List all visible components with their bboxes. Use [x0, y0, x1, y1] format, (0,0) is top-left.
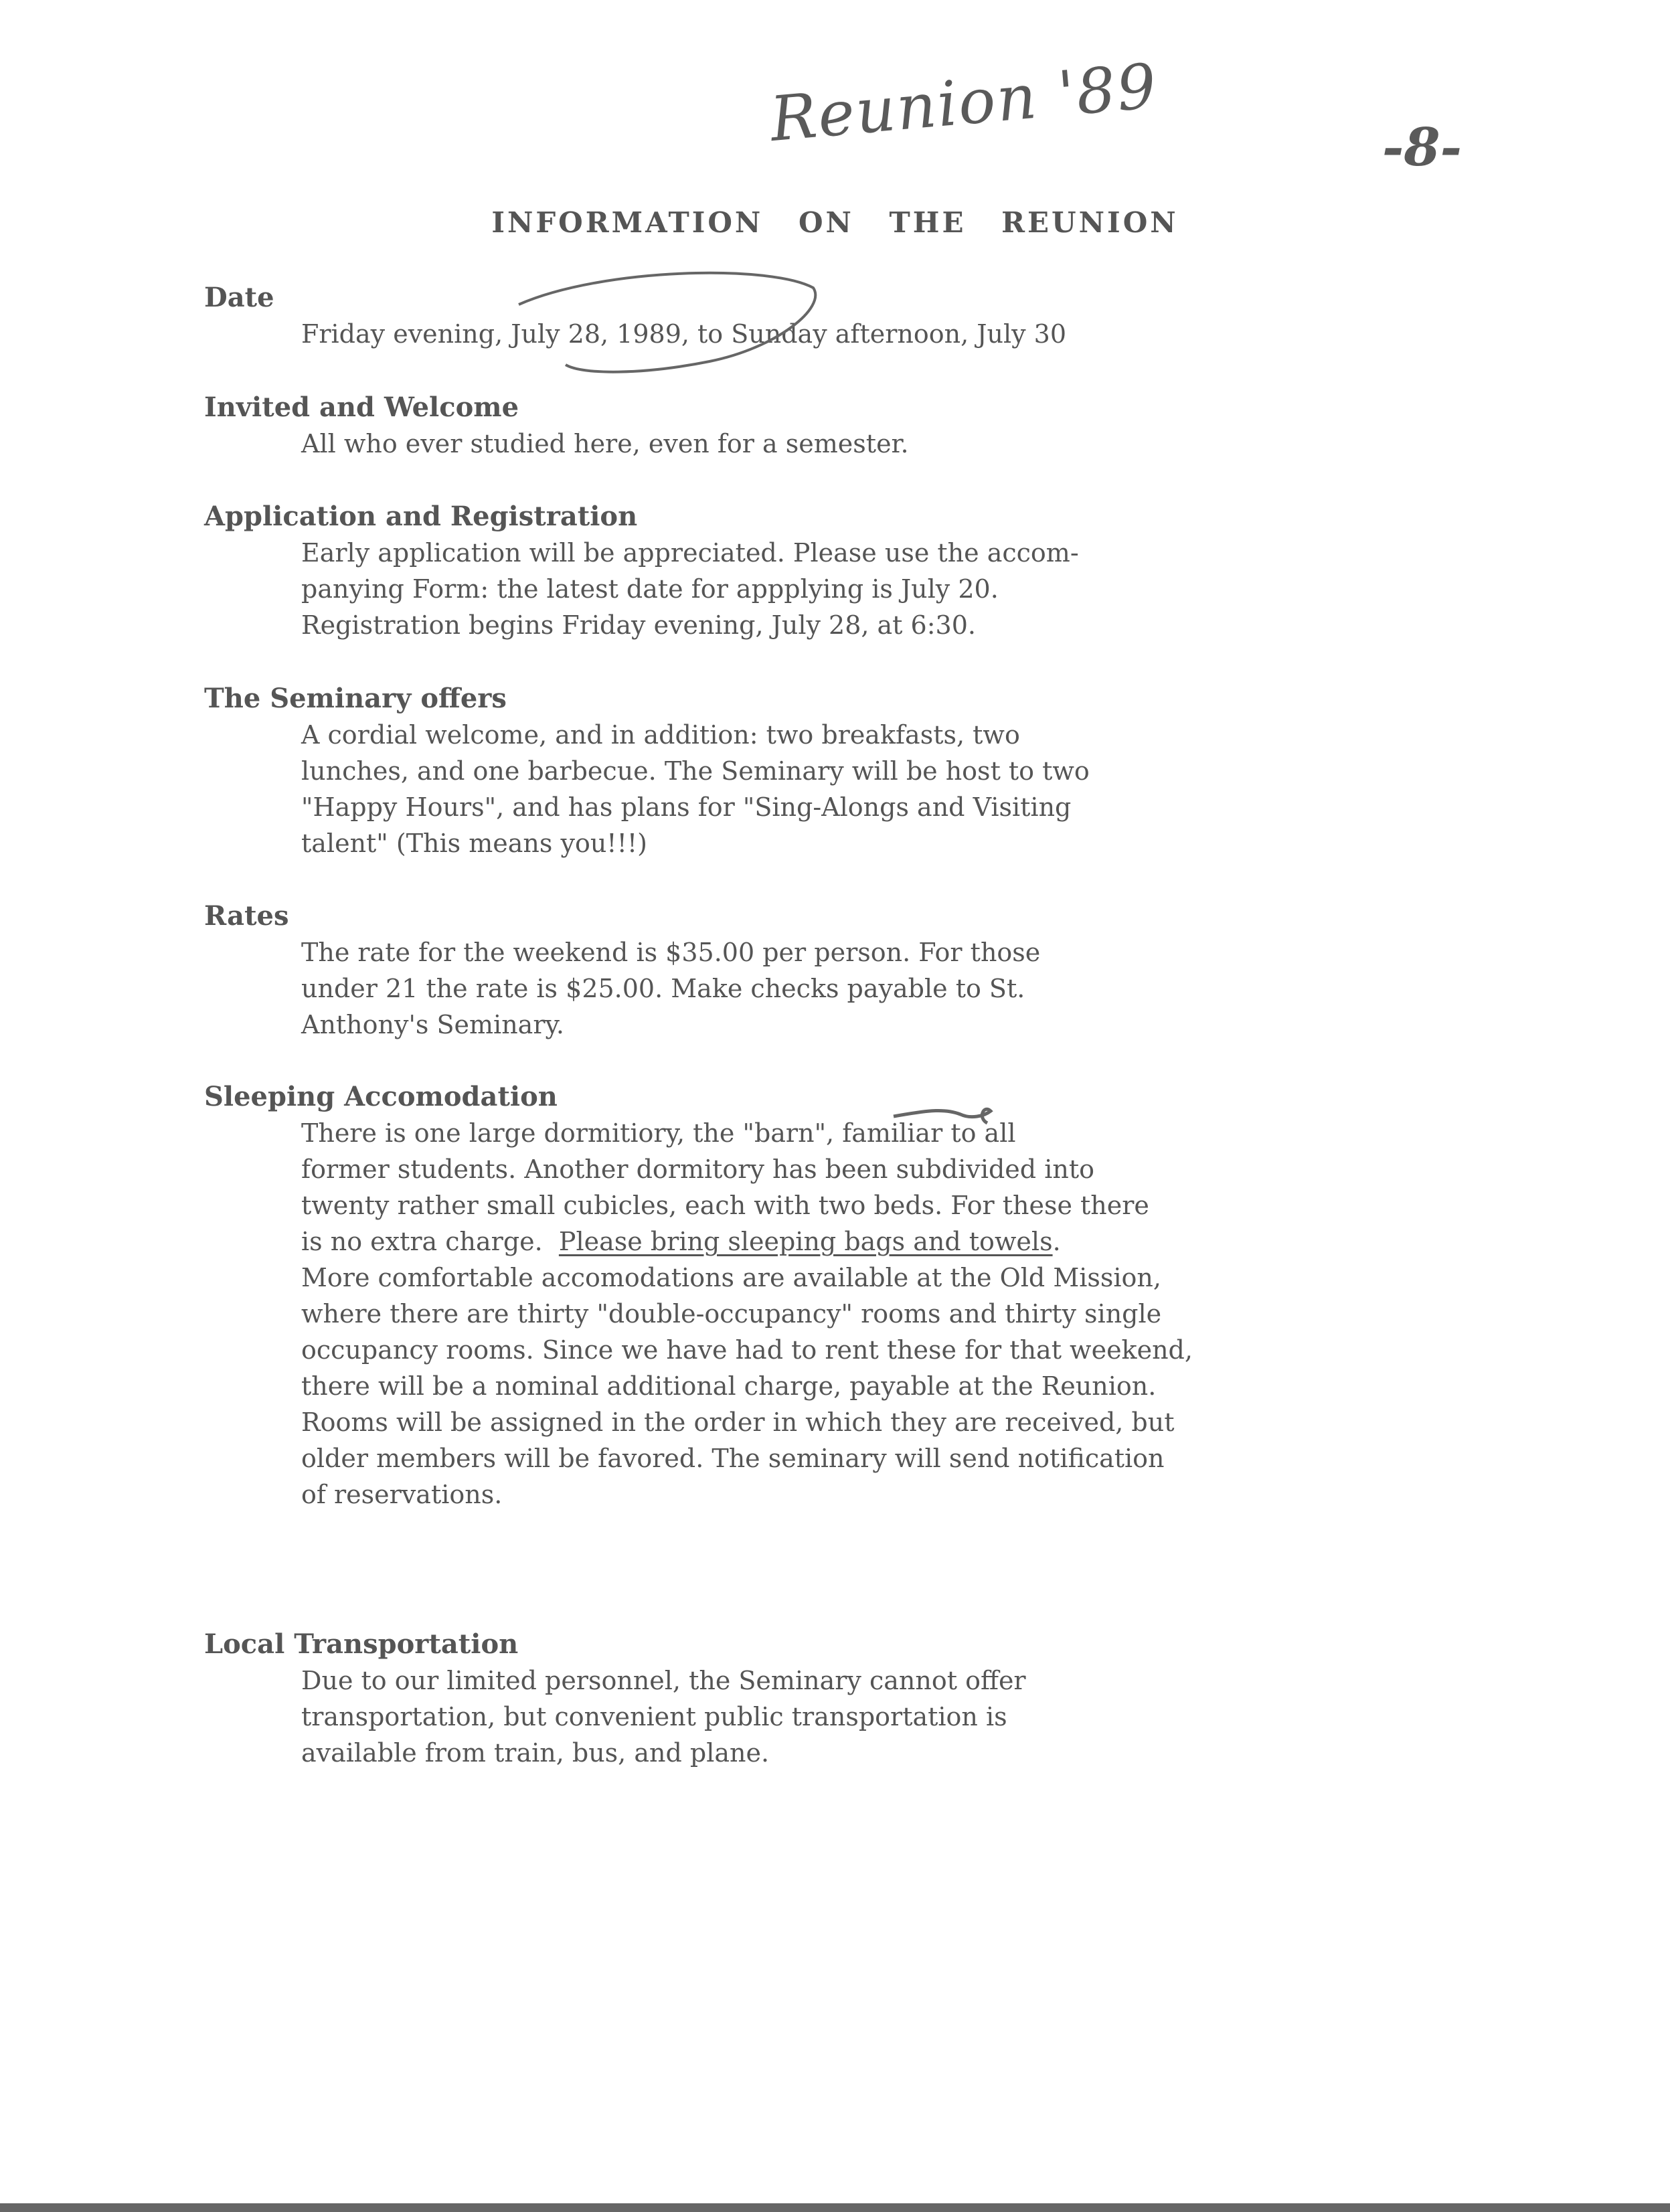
section-heading: Date	[204, 282, 274, 313]
line-suffix: .	[1052, 1227, 1061, 1256]
line-text: is no extra charge.	[301, 1227, 559, 1256]
section-line: All who ever studied here, even for a semester.	[301, 429, 909, 458]
underlined-instruction: Please bring sleeping bags and towels	[558, 1227, 1053, 1256]
section-line: of reservations.	[301, 1480, 503, 1509]
section-heading: Application and Registration	[204, 501, 638, 532]
handwritten-page-number: -8-	[1382, 117, 1463, 178]
section-line: panying Form: the latest date for appplying is July 20.	[301, 574, 999, 604]
section-line: available from train, bus, and plane.	[301, 1738, 770, 1768]
section-line	[301, 1223, 1543, 1260]
section-line: twenty rather small cubicles, each with two beds. For these there	[301, 1191, 1149, 1220]
section-line: Due to our limited personnel, the Seminary cannot offer	[301, 1666, 1026, 1695]
section-line: Rooms will be assigned in the order in which they are received, but	[301, 1408, 1175, 1437]
section-line: under 21 the rate is $25.00. Make checks payable to St.	[301, 974, 1025, 1003]
section-line: lunches, and one barbecue. The Seminary will be host to two	[301, 756, 1090, 786]
section-line: The rate for the weekend is $35.00 per person. For those	[301, 938, 1041, 967]
section-sleeping	[204, 1079, 1543, 1513]
section-line: Friday evening, July 28, 1989, to Sunday afternoon, July 30	[301, 319, 1067, 349]
section-seminary-offers	[204, 681, 1543, 861]
section-line: "Happy Hours", and has plans for "Sing-Alongs and Visiting	[301, 792, 1072, 822]
section-line: transportation, but convenient public transportation is	[301, 1702, 1007, 1731]
section-invited	[204, 390, 1543, 462]
section-line: former students. Another dormitory has been subdivided into	[301, 1155, 1094, 1184]
handwritten-title-annotation: Reunion '89	[767, 50, 1161, 156]
section-line: Registration begins Friday evening, July 28, at 6:30.	[301, 610, 976, 640]
section-heading: Local Transportation	[204, 1628, 519, 1660]
section-line: older members will be favored. The seminary will send notification	[301, 1444, 1165, 1473]
section-line: Early application will be appreciated. Please use the accom-	[301, 538, 1079, 568]
section-rates	[204, 898, 1543, 1043]
section-heading: Rates	[204, 900, 289, 932]
section-line: A cordial welcome, and in addition: two breakfasts, two	[301, 720, 1020, 750]
page-title: INFORMATION ON THE REUNION	[491, 206, 1179, 239]
section-application	[204, 499, 1543, 643]
section-line: where there are thirty "double-occupancy" rooms and thirty single	[301, 1299, 1162, 1329]
section-line: talent" (This means you!!!)	[301, 829, 647, 858]
section-line: More comfortable accomodations are available at the Old Mission,	[301, 1263, 1161, 1292]
section-heading: The Seminary offers	[204, 683, 507, 714]
section-line: Anthony's Seminary.	[301, 1010, 565, 1039]
section-heading: Sleeping Accomodation	[204, 1081, 558, 1112]
section-transportation	[204, 1626, 1543, 1771]
section-line: there will be a nominal additional charge, payable at the Reunion.	[301, 1371, 1157, 1401]
section-line: occupancy rooms. Since we have had to rent these for that weekend,	[301, 1335, 1193, 1365]
scan-edge-bar	[0, 2203, 1670, 2212]
section-heading: Invited and Welcome	[204, 392, 519, 423]
section-line: There is one large dormitiory, the "barn", familiar to all	[301, 1118, 1016, 1148]
section-date	[204, 280, 1543, 352]
